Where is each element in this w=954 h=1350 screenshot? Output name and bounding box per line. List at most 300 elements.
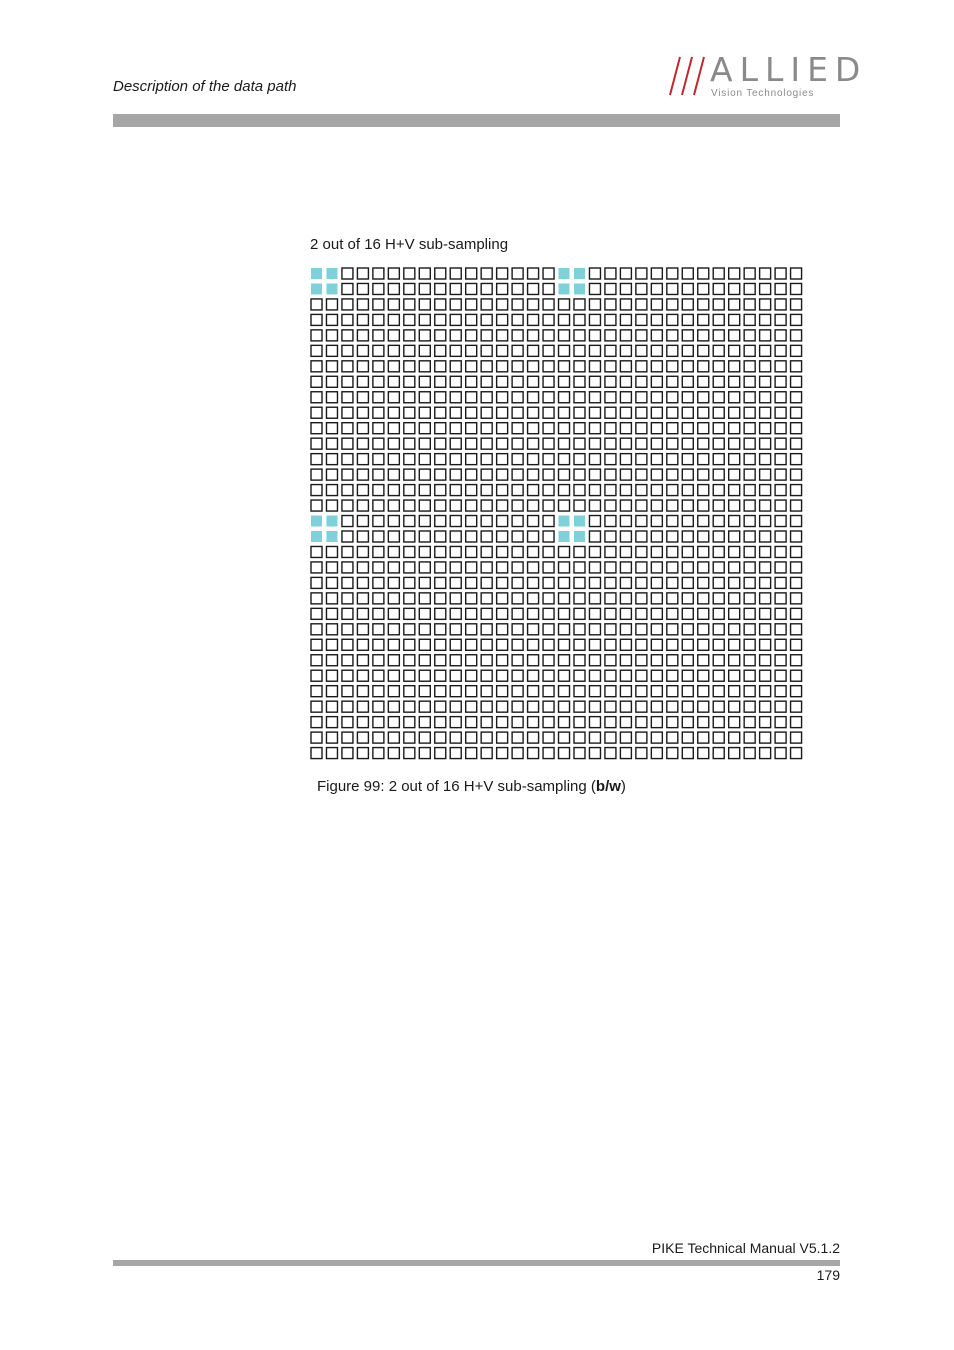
- pixel-cell: [574, 469, 585, 480]
- pixel-cell: [388, 299, 399, 310]
- pixel-cell: [404, 438, 415, 449]
- pixel-cell: [450, 283, 461, 294]
- pixel-cell: [775, 624, 786, 635]
- pixel-cell: [342, 438, 353, 449]
- pixel-cell: [559, 500, 570, 511]
- pixel-cell: [481, 283, 492, 294]
- pixel-cell: [682, 732, 693, 743]
- pixel-cell: [528, 577, 539, 588]
- pixel-cell: [574, 670, 585, 681]
- pixel-cell: [388, 732, 399, 743]
- pixel-cell: [651, 516, 662, 527]
- pixel-cell: [404, 593, 415, 604]
- pixel-cell: [729, 577, 740, 588]
- pixel-cell: [559, 701, 570, 712]
- pixel-cell: [636, 454, 647, 465]
- pixel-cell: [636, 330, 647, 341]
- pixel-cell: [667, 608, 678, 619]
- pixel-cell: [466, 577, 477, 588]
- pixel-cell: [450, 655, 461, 666]
- pixel-cell: [497, 748, 508, 759]
- pixel-cell: [698, 438, 709, 449]
- pixel-cell: [388, 314, 399, 325]
- pixel-cell: [435, 686, 446, 697]
- pixel-cell: [497, 454, 508, 465]
- footer-divider: [113, 1260, 840, 1266]
- pixel-cell: [357, 268, 368, 279]
- logo-brand: ALLIED: [710, 50, 868, 89]
- pixel-cell: [311, 593, 322, 604]
- pixel-cell: [791, 392, 802, 403]
- pixel-cell: [698, 732, 709, 743]
- pixel-cell: [620, 717, 631, 728]
- pixel-cell: [450, 516, 461, 527]
- pixel-cell: [682, 299, 693, 310]
- pixel-cell: [620, 345, 631, 356]
- pixel-cell: [559, 577, 570, 588]
- pixel-cell: [481, 299, 492, 310]
- pixel-cell: [373, 299, 384, 310]
- pixel-cell: [682, 624, 693, 635]
- pixel-cell-selected: [559, 268, 570, 279]
- subsampling-grid: [310, 267, 804, 761]
- pixel-cell: [311, 423, 322, 434]
- pixel-cell: [559, 469, 570, 480]
- pixel-cell: [744, 407, 755, 418]
- pixel-cell: [729, 562, 740, 573]
- pixel-cell: [589, 330, 600, 341]
- pixel-cell: [342, 392, 353, 403]
- pixel-cell: [326, 345, 337, 356]
- pixel-cell: [528, 299, 539, 310]
- pixel-cell: [589, 531, 600, 542]
- pixel-cell: [791, 485, 802, 496]
- pixel-cell: [682, 438, 693, 449]
- pixel-cell: [543, 376, 554, 387]
- pixel-cell: [729, 268, 740, 279]
- pixel-cell-selected: [574, 516, 585, 527]
- pixel-cell: [605, 423, 616, 434]
- pixel-cell: [512, 546, 523, 557]
- pixel-cell: [512, 732, 523, 743]
- pixel-cell: [528, 268, 539, 279]
- pixel-cell: [698, 670, 709, 681]
- pixel-cell: [435, 469, 446, 480]
- pixel-cell: [605, 624, 616, 635]
- pixel-cell: [497, 469, 508, 480]
- pixel-cell: [760, 562, 771, 573]
- pixel-cell: [497, 608, 508, 619]
- pixel-cell: [605, 330, 616, 341]
- pixel-cell: [373, 608, 384, 619]
- pixel-cell: [373, 485, 384, 496]
- pixel-cell: [744, 670, 755, 681]
- pixel-cell: [419, 562, 430, 573]
- pixel-cell: [342, 717, 353, 728]
- pixel-cell: [775, 562, 786, 573]
- pixel-cell: [311, 361, 322, 372]
- pixel-cell: [543, 469, 554, 480]
- pixel-cell: [667, 701, 678, 712]
- pixel-cell: [775, 701, 786, 712]
- pixel-cell: [450, 454, 461, 465]
- pixel-cell: [729, 361, 740, 372]
- pixel-cell: [450, 330, 461, 341]
- pixel-cell: [512, 516, 523, 527]
- pixel-cell: [419, 593, 430, 604]
- pixel-cell: [450, 485, 461, 496]
- pixel-cell: [528, 562, 539, 573]
- pixel-cell: [512, 593, 523, 604]
- pixel-cell: [713, 376, 724, 387]
- pixel-cell: [342, 670, 353, 681]
- pixel-cell: [357, 438, 368, 449]
- pixel-cell: [388, 345, 399, 356]
- pixel-cell: [760, 299, 771, 310]
- section-title: Description of the data path: [113, 78, 297, 95]
- pixel-cell: [497, 732, 508, 743]
- pixel-cell: [605, 500, 616, 511]
- pixel-cell: [744, 577, 755, 588]
- pixel-cell: [620, 732, 631, 743]
- pixel-cell: [342, 624, 353, 635]
- pixel-cell: [667, 500, 678, 511]
- pixel-cell: [528, 608, 539, 619]
- pixel-cell: [605, 639, 616, 650]
- pixel-cell: [404, 655, 415, 666]
- pixel-cell: [775, 314, 786, 325]
- pixel-cell: [791, 624, 802, 635]
- pixel-cell: [512, 485, 523, 496]
- pixel-cell: [419, 376, 430, 387]
- pixel-cell: [404, 701, 415, 712]
- pixel-cell: [682, 376, 693, 387]
- pixel-cell: [791, 686, 802, 697]
- pixel-cell: [497, 655, 508, 666]
- pixel-cell: [435, 392, 446, 403]
- pixel-cell: [512, 330, 523, 341]
- pixel-cell: [311, 608, 322, 619]
- pixel-cell: [466, 392, 477, 403]
- pixel-cell: [435, 345, 446, 356]
- pixel-cell: [419, 639, 430, 650]
- pixel-cell: [388, 670, 399, 681]
- pixel-cell: [559, 655, 570, 666]
- pixel-cell: [574, 438, 585, 449]
- pixel-cell: [311, 717, 322, 728]
- pixel-cell: [620, 454, 631, 465]
- pixel-cell: [419, 670, 430, 681]
- pixel-cell: [636, 717, 647, 728]
- pixel-cell: [373, 330, 384, 341]
- pixel-cell: [574, 454, 585, 465]
- pixel-cell: [698, 562, 709, 573]
- pixel-cell: [373, 361, 384, 372]
- pixel-cell: [497, 423, 508, 434]
- pixel-cell: [419, 407, 430, 418]
- pixel-cell: [528, 686, 539, 697]
- pixel-cell: [388, 562, 399, 573]
- pixel-cell: [326, 732, 337, 743]
- caption-suffix: ): [620, 778, 626, 795]
- pixel-cell: [528, 314, 539, 325]
- pixel-cell: [419, 438, 430, 449]
- pixel-cell: [713, 299, 724, 310]
- pixel-cell: [373, 748, 384, 759]
- pixel-cell: [466, 361, 477, 372]
- pixel-cell: [342, 268, 353, 279]
- pixel-cell: [698, 531, 709, 542]
- pixel-cell: [713, 639, 724, 650]
- pixel-cell: [729, 454, 740, 465]
- pixel-cell: [388, 748, 399, 759]
- pixel-cell: [775, 361, 786, 372]
- pixel-cell: [357, 345, 368, 356]
- pixel-cell: [713, 701, 724, 712]
- pixel-cell: [559, 423, 570, 434]
- pixel-cell: [729, 345, 740, 356]
- pixel-cell: [667, 655, 678, 666]
- pixel-cell: [419, 268, 430, 279]
- pixel-cell: [574, 748, 585, 759]
- pixel-cell: [775, 283, 786, 294]
- pixel-cell: [667, 717, 678, 728]
- pixel-cell: [342, 655, 353, 666]
- pixel-cell: [404, 485, 415, 496]
- pixel-cell: [667, 670, 678, 681]
- pixel-cell: [729, 299, 740, 310]
- pixel-cell: [620, 546, 631, 557]
- pixel-cell: [651, 624, 662, 635]
- pixel-cell: [373, 438, 384, 449]
- pixel-cell: [311, 748, 322, 759]
- pixel-cell-selected: [574, 531, 585, 542]
- pixel-cell: [326, 670, 337, 681]
- pixel-cell: [682, 283, 693, 294]
- pixel-cell: [760, 639, 771, 650]
- pixel-cell: [450, 438, 461, 449]
- pixel-cell: [605, 593, 616, 604]
- pixel-cell: [620, 686, 631, 697]
- pixel-cell: [466, 314, 477, 325]
- pixel-cell: [497, 330, 508, 341]
- pixel-cell: [760, 701, 771, 712]
- pixel-cell: [574, 392, 585, 403]
- pixel-cell: [435, 299, 446, 310]
- pixel-cell: [589, 376, 600, 387]
- pixel-cell: [326, 392, 337, 403]
- pixel-cell: [388, 608, 399, 619]
- pixel-cell: [357, 546, 368, 557]
- pixel-cell: [435, 438, 446, 449]
- pixel-cell: [419, 314, 430, 325]
- pixel-cell: [342, 345, 353, 356]
- caption-prefix: Figure 99: 2 out of 16 H+V sub-sampling (: [317, 778, 596, 795]
- pixel-cell: [667, 392, 678, 403]
- pixel-cell: [481, 577, 492, 588]
- pixel-cell: [326, 577, 337, 588]
- pixel-cell: [357, 655, 368, 666]
- pixel-cell: [729, 516, 740, 527]
- pixel-cell: [450, 392, 461, 403]
- pixel-cell: [775, 268, 786, 279]
- pixel-cell: [388, 268, 399, 279]
- pixel-cell: [775, 670, 786, 681]
- pixel-cell: [744, 314, 755, 325]
- pixel-cell: [528, 546, 539, 557]
- pixel-cell: [512, 314, 523, 325]
- pixel-cell: [574, 500, 585, 511]
- pixel-cell: [559, 438, 570, 449]
- pixel-cell: [497, 485, 508, 496]
- pixel-cell: [342, 593, 353, 604]
- pixel-cell: [574, 407, 585, 418]
- pixel-cell: [775, 500, 786, 511]
- pixel-cell: [435, 639, 446, 650]
- pixel-cell: [636, 593, 647, 604]
- pixel-cell: [775, 732, 786, 743]
- pixel-cell: [651, 500, 662, 511]
- pixel-cell: [342, 299, 353, 310]
- pixel-cell-selected: [574, 283, 585, 294]
- pixel-cell: [543, 608, 554, 619]
- pixel-cell: [698, 639, 709, 650]
- pixel-cell: [605, 299, 616, 310]
- pixel-cell: [605, 516, 616, 527]
- pixel-cell: [388, 438, 399, 449]
- pixel-cell: [791, 361, 802, 372]
- pixel-cell: [744, 345, 755, 356]
- pixel-cell: [605, 438, 616, 449]
- pixel-cell: [342, 748, 353, 759]
- pixel-cell: [620, 577, 631, 588]
- pixel-cell: [311, 299, 322, 310]
- pixel-cell: [775, 516, 786, 527]
- pixel-cell: [667, 268, 678, 279]
- pixel-cell: [326, 701, 337, 712]
- pixel-cell: [357, 593, 368, 604]
- pixel-cell: [466, 438, 477, 449]
- pixel-cell: [450, 670, 461, 681]
- pixel-cell: [373, 577, 384, 588]
- pixel-cell: [404, 577, 415, 588]
- pixel-cell: [404, 500, 415, 511]
- pixel-cell: [682, 345, 693, 356]
- pixel-cell: [651, 361, 662, 372]
- pixel-cell: [698, 485, 709, 496]
- pixel-cell: [713, 314, 724, 325]
- pixel-cell: [543, 516, 554, 527]
- pixel-cell: [481, 624, 492, 635]
- pixel-cell: [605, 701, 616, 712]
- pixel-cell: [528, 701, 539, 712]
- pixel-cell: [481, 500, 492, 511]
- pixel-cell: [559, 345, 570, 356]
- pixel-cell: [404, 531, 415, 542]
- pixel-cell: [311, 314, 322, 325]
- pixel-cell: [574, 686, 585, 697]
- pixel-cell: [667, 469, 678, 480]
- pixel-cell: [760, 717, 771, 728]
- pixel-cell: [404, 717, 415, 728]
- pixel-cell: [404, 392, 415, 403]
- pixel-cell: [620, 655, 631, 666]
- pixel-cell: [311, 686, 322, 697]
- pixel-cell: [342, 454, 353, 465]
- pixel-cell: [744, 531, 755, 542]
- pixel-cell: [559, 314, 570, 325]
- pixel-cell: [419, 469, 430, 480]
- pixel-cell: [435, 361, 446, 372]
- pixel-cell: [404, 299, 415, 310]
- pixel-cell: [682, 392, 693, 403]
- pixel-cell: [713, 670, 724, 681]
- pixel-cell: [466, 562, 477, 573]
- pixel-cell: [512, 670, 523, 681]
- pixel-cell: [574, 562, 585, 573]
- pixel-cell: [481, 670, 492, 681]
- pixel-cell: [528, 516, 539, 527]
- pixel-cell: [589, 454, 600, 465]
- pixel-cell: [342, 407, 353, 418]
- pixel-cell: [620, 748, 631, 759]
- pixel-cell: [713, 485, 724, 496]
- pixel-cell: [667, 485, 678, 496]
- pixel-cell: [698, 407, 709, 418]
- pixel-cell: [698, 577, 709, 588]
- pixel-cell: [744, 392, 755, 403]
- pixel-cell: [357, 485, 368, 496]
- pixel-cell: [713, 593, 724, 604]
- pixel-cell: [760, 330, 771, 341]
- pixel-cell: [667, 283, 678, 294]
- pixel-cell: [481, 314, 492, 325]
- pixel-cell: [729, 376, 740, 387]
- pixel-cell: [682, 593, 693, 604]
- pixel-cell: [698, 608, 709, 619]
- pixel-cell: [636, 314, 647, 325]
- pixel-cell: [311, 546, 322, 557]
- pixel-cell: [791, 345, 802, 356]
- pixel-cell: [589, 748, 600, 759]
- pixel-cell: [404, 283, 415, 294]
- pixel-cell: [636, 423, 647, 434]
- pixel-cell: [388, 454, 399, 465]
- pixel-cell: [713, 407, 724, 418]
- pixel-cell: [435, 268, 446, 279]
- pixel-cell: [775, 577, 786, 588]
- pixel-cell: [373, 454, 384, 465]
- pixel-cell: [357, 608, 368, 619]
- pixel-cell: [388, 593, 399, 604]
- pixel-cell: [605, 268, 616, 279]
- pixel-cell: [559, 686, 570, 697]
- pixel-cell: [698, 469, 709, 480]
- pixel-cell: [481, 392, 492, 403]
- pixel-cell: [791, 546, 802, 557]
- pixel-cell: [435, 546, 446, 557]
- pixel-cell: [775, 593, 786, 604]
- pixel-cell: [682, 500, 693, 511]
- pixel-cell: [528, 639, 539, 650]
- pixel-cell: [481, 531, 492, 542]
- pixel-cell: [574, 546, 585, 557]
- pixel-cell: [342, 639, 353, 650]
- pixel-cell: [357, 330, 368, 341]
- pixel-cell: [729, 407, 740, 418]
- pixel-cell: [760, 516, 771, 527]
- pixel-cell: [326, 454, 337, 465]
